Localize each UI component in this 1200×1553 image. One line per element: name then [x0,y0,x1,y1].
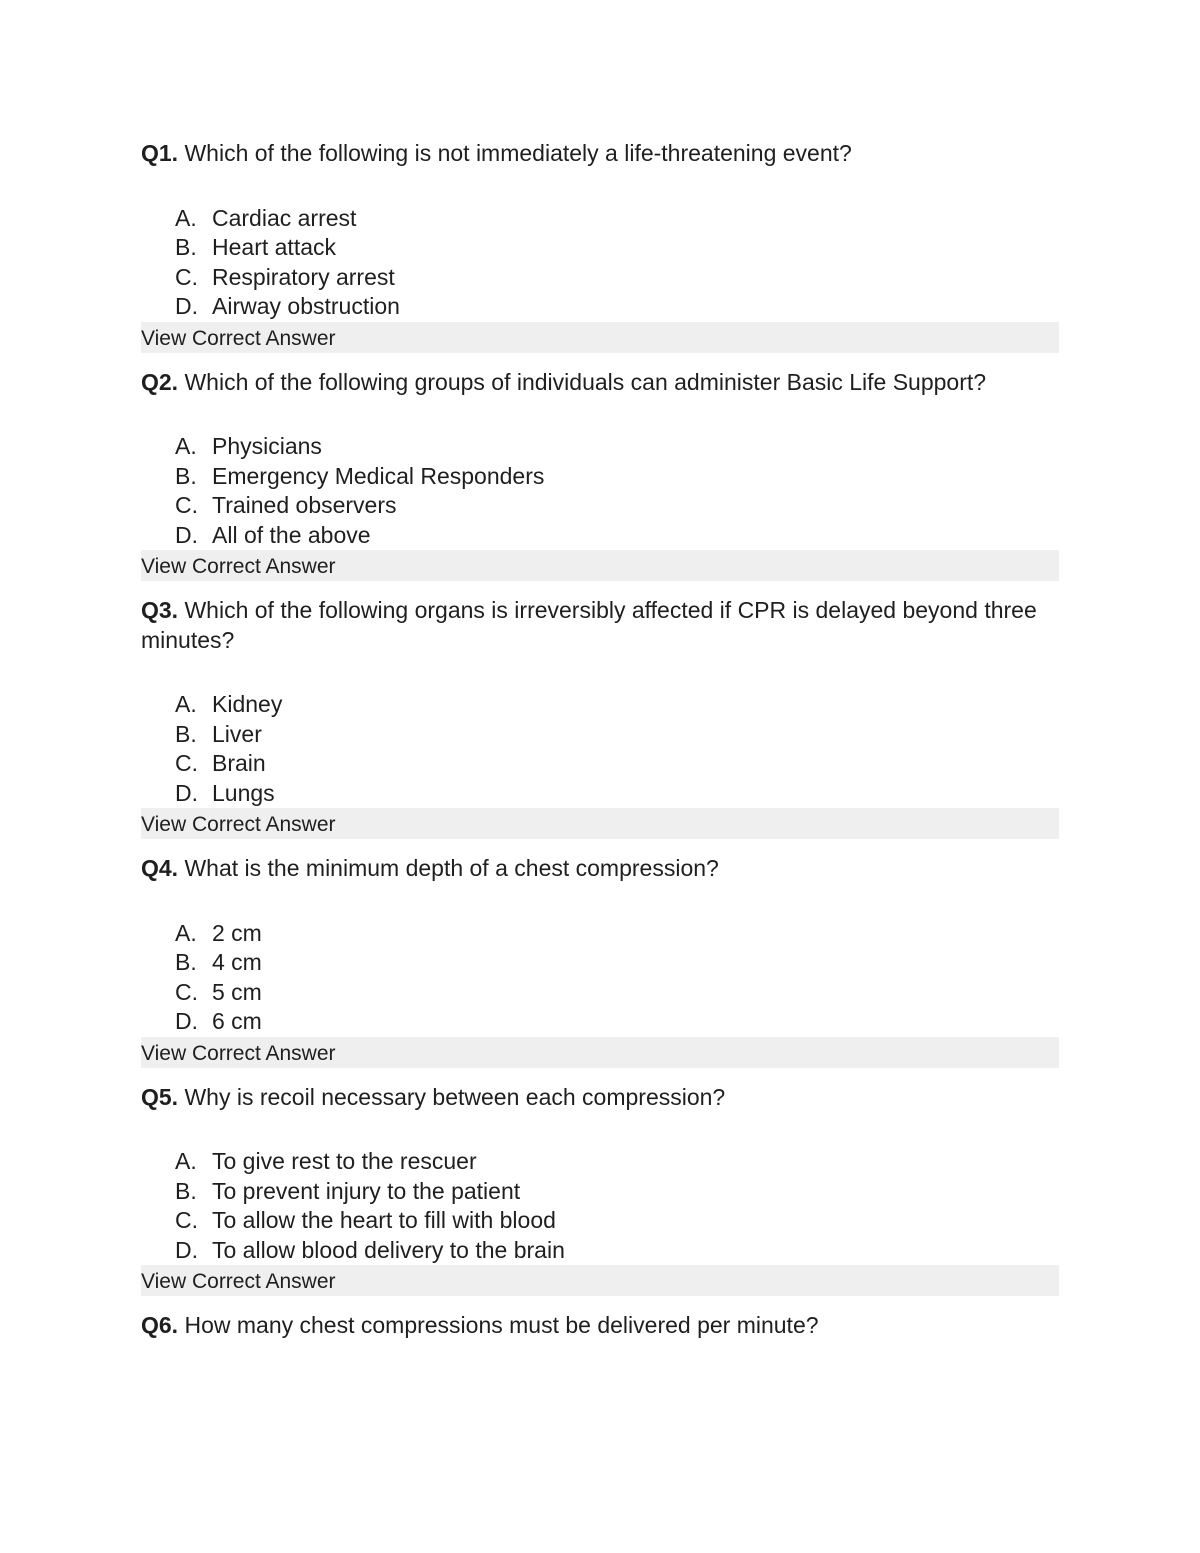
option-item [175,1236,1059,1266]
option-text: Emergency Medical Responders [212,462,545,489]
question-block [141,854,1059,1068]
option-letter: D. [175,779,198,806]
option-item [175,919,1059,949]
option-item [175,1007,1059,1037]
question-text [141,368,1059,398]
option-letter: C. [175,492,198,518]
option-item [175,720,1059,750]
option-text: Airway obstruction [212,293,400,319]
option-text: 5 cm [212,978,262,1005]
view-correct-answer-button[interactable]: View Correct Answer [141,1265,1059,1296]
option-item [175,292,1059,322]
question-number: Q5. [141,1083,179,1110]
options-list [141,919,1059,1037]
question-number: Q1. [141,140,179,166]
options-list [141,1147,1059,1265]
option-letter: A. [175,204,197,231]
option-item [175,948,1059,978]
question-block [141,1311,1059,1341]
option-text: All of the above [212,521,371,548]
option-letter: A. [175,691,197,717]
question-prompt: Why is recoil necessary between each compression? [184,1083,726,1110]
option-item [175,779,1059,809]
option-letter: B. [175,234,197,260]
option-text: To allow blood delivery to the brain [212,1236,565,1263]
question-text [141,1311,1059,1341]
option-letter: C. [175,1207,198,1233]
option-item [175,204,1059,234]
option-letter: B. [175,462,197,489]
question-prompt: How many chest compressions must be delivered per minute? [184,1312,819,1338]
option-item [175,432,1059,462]
option-text: To allow the heart to fill with blood [212,1207,556,1233]
option-item [175,690,1059,720]
option-letter: D. [175,521,198,548]
question-prompt: Which of the following groups of individuals can administer Basic Life Support? [184,368,987,395]
option-letter: B. [175,720,197,747]
option-item [175,491,1059,521]
question-block [141,368,1059,582]
question-text [141,854,1059,884]
option-letter: B. [175,1177,197,1204]
option-text: 2 cm [212,919,262,946]
option-text: To prevent injury to the patient [212,1177,521,1204]
option-text: Brain [212,750,266,776]
option-item [175,462,1059,492]
option-letter: A. [175,1148,197,1174]
option-text: Respiratory arrest [212,263,395,290]
question-prompt: What is the minimum depth of a chest compression? [184,855,719,881]
question-text [141,1083,1059,1113]
options-list [141,432,1059,550]
option-item [175,263,1059,293]
option-letter: D. [175,293,198,319]
option-letter: C. [175,978,198,1005]
option-item [175,1177,1059,1207]
question-number: Q2. [141,368,179,395]
question-text [141,139,1059,169]
option-item [175,749,1059,779]
options-list [141,690,1059,808]
option-text: Heart attack [212,234,336,260]
question-prompt: Which of the following is not immediately a life-threatening event? [184,140,852,166]
view-correct-answer-button[interactable]: View Correct Answer [141,1037,1059,1068]
option-text: Trained observers [212,492,397,518]
option-letter: A. [175,433,197,459]
question-number: Q3. [141,597,179,623]
option-letter: B. [175,949,197,975]
option-text: To give rest to the rescuer [212,1148,477,1174]
question-number: Q6. [141,1312,179,1338]
option-item [175,233,1059,263]
option-item [175,1206,1059,1236]
option-text: Lungs [212,779,275,806]
option-text: Cardiac arrest [212,204,357,231]
option-text: Physicians [212,433,322,459]
quiz-document [141,139,1059,1356]
view-correct-answer-button[interactable]: View Correct Answer [141,322,1059,353]
option-text: 6 cm [212,1008,262,1034]
view-correct-answer-button[interactable]: View Correct Answer [141,550,1059,581]
option-letter: D. [175,1008,198,1034]
question-text [141,596,1059,655]
option-text: 4 cm [212,949,262,975]
option-text: Kidney [212,691,283,717]
option-text: Liver [212,720,262,747]
question-prompt: Which of the following organs is irreversibly affected if CPR is delayed beyond three minutes? [141,597,1037,653]
option-letter: A. [175,919,197,946]
option-item [175,1147,1059,1177]
question-number: Q4. [141,855,179,881]
option-letter: C. [175,263,198,290]
view-correct-answer-button[interactable]: View Correct Answer [141,808,1059,839]
options-list [141,204,1059,322]
option-letter: C. [175,750,198,776]
option-letter: D. [175,1236,198,1263]
question-block [141,596,1059,839]
question-block [141,139,1059,353]
question-block [141,1083,1059,1297]
option-item [175,521,1059,551]
option-item [175,978,1059,1008]
